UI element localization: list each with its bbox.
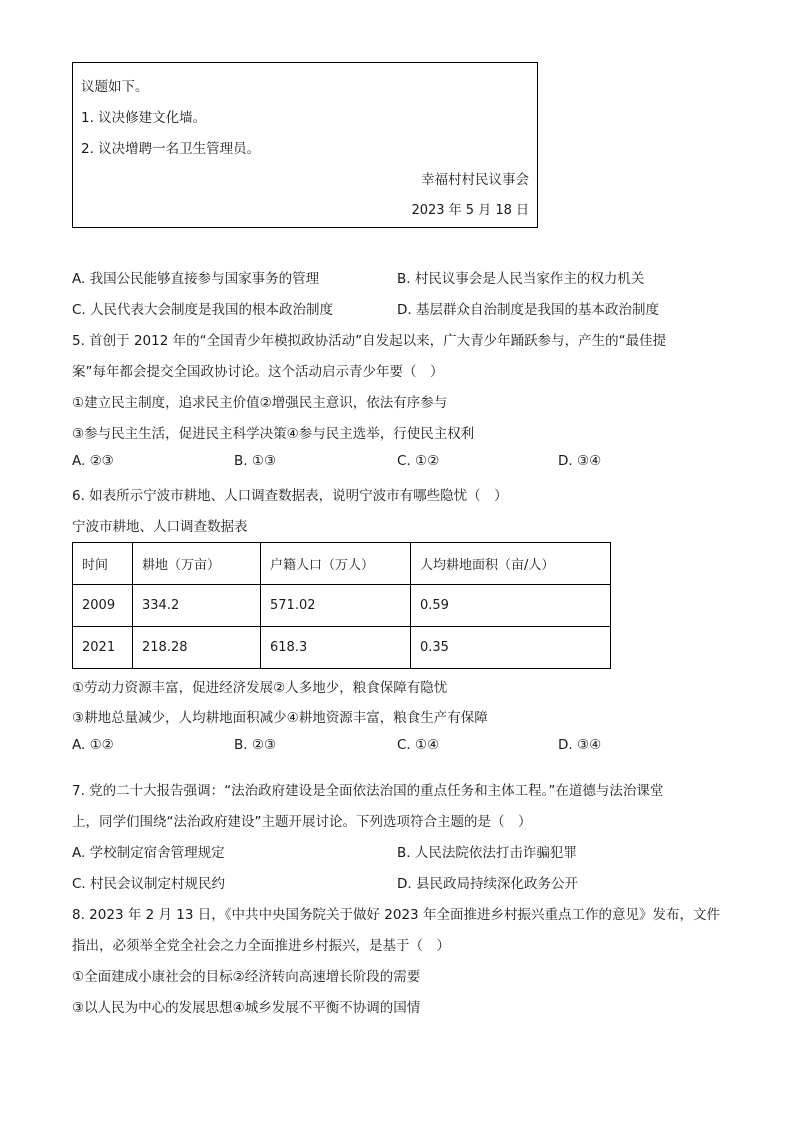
q5-option-c: C. ①② bbox=[397, 453, 440, 469]
q7-stem-line1: 7. 党的二十大报告强调：“法治政府建设是全面依法治国的重点任务和主体工程。”在道德与法治课堂 bbox=[72, 783, 664, 799]
q5-option-b: B. ①③ bbox=[234, 453, 277, 469]
q6-option-d: D. ③④ bbox=[558, 737, 602, 753]
table-cell: 0.35 bbox=[411, 627, 611, 669]
q8-statements-line1: ①全面建成小康社会的目标②经济转向高速增长阶段的需要 bbox=[72, 969, 421, 985]
q7-option-c: C. 村民会议制定村规民约 bbox=[72, 876, 226, 892]
q6-stem: 6. 如表所示宁波市耕地、人口调查数据表，说明宁波市有哪些隐忧（ ） bbox=[72, 488, 508, 504]
table-cell: 571.02 bbox=[261, 585, 411, 627]
q5-stem-line2: 案”每年都会提交全国政协讨论。这个活动启示青少年要（ ） bbox=[72, 364, 444, 380]
q4-option-d: D. 基层群众自治制度是我国的基本政治制度 bbox=[397, 302, 659, 318]
q5-stem-line1: 5. 首创于 2012 年的“全国青少年模拟政协活动”自发起以来，广大青少年踊跃参与，产生的“最佳提 bbox=[72, 333, 667, 349]
table-cell: 0.59 bbox=[411, 585, 611, 627]
q8-stem-line1: 8. 2023 年 2 月 13 日，《中共中央国务院关于做好 2023 年全面推进乡村振兴重点工作的意见》发布，文件 bbox=[72, 907, 720, 923]
q5-statements-line2: ③参与民主生活，促进民主科学决策④参与民主选举，行使民主权利 bbox=[72, 426, 475, 442]
table-header-cell: 耕地（万亩） bbox=[133, 543, 261, 585]
q5-statements-line1: ①建立民主制度，追求民主价值②增强民主意识，依法有序参与 bbox=[72, 395, 448, 411]
survey-table bbox=[72, 542, 611, 669]
q6-option-c: C. ①④ bbox=[397, 737, 440, 753]
table-cell: 2009 bbox=[73, 585, 133, 627]
table-header-cell: 户籍人口（万人） bbox=[261, 543, 411, 585]
q6-statements-line2: ③耕地总量减少，人均耕地面积减少④耕地资源丰富，粮食生产有保障 bbox=[72, 710, 488, 726]
q6-table-title: 宁波市耕地、人口调查数据表 bbox=[72, 519, 248, 535]
q5-option-d: D. ③④ bbox=[558, 453, 602, 469]
table-header-cell: 时间 bbox=[73, 543, 133, 585]
q4-option-a: A. 我国公民能够直接参与国家事务的管理 bbox=[72, 271, 320, 287]
table-header-row bbox=[73, 543, 611, 585]
notice-box bbox=[72, 62, 538, 228]
q8-stem-line2: 指出，必须举全党全社会之力全面推进乡村振兴，是基于（ ） bbox=[72, 938, 450, 954]
table-row bbox=[73, 585, 611, 627]
q7-option-b: B. 人民法院依法打击诈骗犯罪 bbox=[397, 845, 577, 861]
table-cell: 618.3 bbox=[261, 627, 411, 669]
table-cell: 2021 bbox=[73, 627, 133, 669]
notice-signature: 幸福村村民议事会 bbox=[421, 172, 529, 188]
q6-statements-line1: ①劳动力资源丰富，促进经济发展②人多地少，粮食保障有隐忧 bbox=[72, 680, 448, 696]
q5-option-a: A. ②③ bbox=[72, 453, 114, 469]
q4-option-c: C. 人民代表大会制度是我国的根本政治制度 bbox=[72, 302, 334, 318]
table-cell: 334.2 bbox=[133, 585, 261, 627]
q6-option-a: A. ①② bbox=[72, 737, 114, 753]
notice-date: 2023 年 5 月 18 日 bbox=[411, 203, 529, 218]
q6-option-b: B. ②③ bbox=[234, 737, 277, 753]
notice-item-1: 1. 议决修建文化墙。 bbox=[81, 110, 207, 126]
notice-item-2: 2. 议决增聘一名卫生管理员。 bbox=[81, 141, 261, 157]
notice-intro: 议题如下。 bbox=[81, 79, 149, 95]
q8-statements-line2: ③以人民为中心的发展思想④城乡发展不平衡不协调的国情 bbox=[72, 1000, 421, 1016]
table-cell: 218.28 bbox=[133, 627, 261, 669]
q7-option-d: D. 县民政局持续深化政务公开 bbox=[397, 876, 578, 892]
q7-stem-line2: 上，同学们围绕“法治政府建设”主题开展讨论。下列选项符合主题的是（ ） bbox=[72, 814, 532, 830]
q7-option-a: A. 学校制定宿舍管理规定 bbox=[72, 845, 225, 861]
table-row bbox=[73, 627, 611, 669]
q4-option-b: B. 村民议事会是人民当家作主的权力机关 bbox=[397, 271, 645, 287]
table-header-cell: 人均耕地面积（亩/人） bbox=[411, 543, 611, 585]
